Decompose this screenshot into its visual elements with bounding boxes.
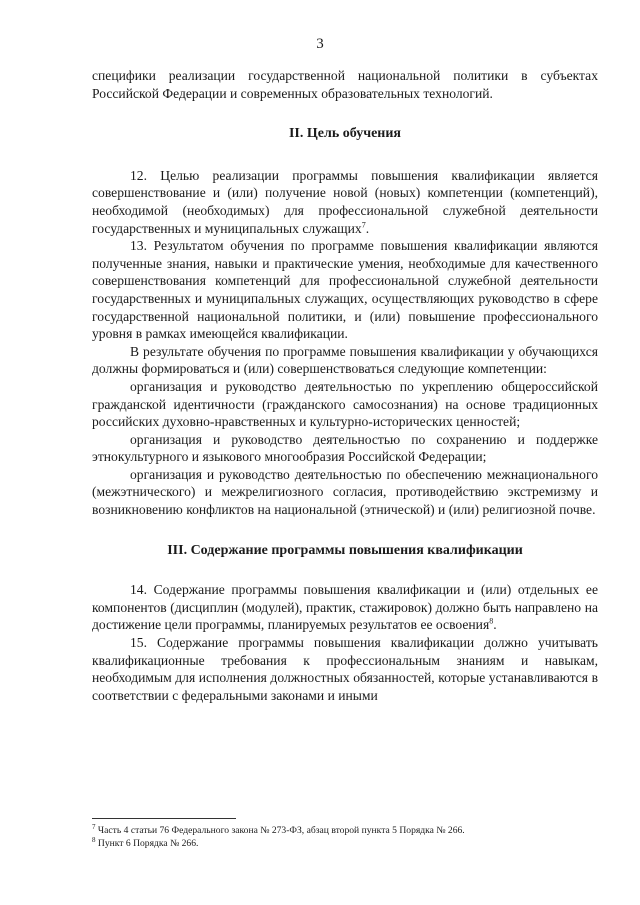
footnote-ref-8: 8 [489,616,494,626]
footnote-text: Пункт 6 Порядка № 266. [97,838,199,849]
footnote-text: Часть 4 статьи 76 Федерального закона № 273-ФЗ, абзац второй пункта 5 Порядка № 266. [97,825,465,836]
paragraph-15: 15. Содержание программы повышения квалификации должно учитывать квалификационные требования к профессиональным знаниям и навыкам, необходимым для исполнения должностных обязанностей, которые устанавливаются в соответствии с федеральными законами и иными [92,635,598,703]
section-heading-goal: II. Цель обучения [288,126,402,142]
competency-item: организация и руководство деятельностью по укреплению общероссийской гражданской идентичности (гражданского самосознания) на основе традиционных российских духовно-нравственных и культурно-исторических ценностей; [92,378,598,430]
section-heading-content: III. Содержание программы повышения квалификации [167,542,523,558]
footnote-divider [92,818,236,819]
paragraph-14-text: 14. Содержание программы повышения квалификации и (или) отдельных ее компонентов (дисциплин (модулей), практик, стажировок) должно быть направлено на достижение цели программы, планируемых результатов ее освоения [92,582,598,633]
page-number: 3 [316,36,324,52]
paragraph-12-end: . [365,220,370,236]
footnote-ref-7: 7 [361,220,366,230]
footnotes [92,824,598,850]
paragraph-result: В результате обучения по программе повышения квалификации у обучающихся должны формироваться и (или) совершенствоваться следующие компетенции: [92,343,598,377]
footnote-8 [92,837,598,850]
footnote-number: 8 [92,835,96,844]
footnote-number: 7 [92,822,96,831]
competency-item: организация и руководство деятельностью по обеспечению межнационального (межэтнического) и межрелигиозного согласия, противодействию экстремизму и возникновению конфликтов на национальной (этнической) и (или) религиозной почве. [92,466,598,518]
paragraph-12-text: 12. Целью реализации программы повышения квалификации является совершенствование и (или) получение новой (новых) компетенции (компетенций), необходимой (необходимых) для профессиональной служебной деятельности государственных и муниципальных служащих [92,167,598,236]
continuation-paragraph: специфики реализации государственной национальной политики в субъектах Российской Федерации и современных образовательных технологий. [92,68,598,101]
paragraph-14 [92,581,598,634]
paragraph-12 [92,167,598,237]
footnote-7 [92,824,598,837]
page-content [92,67,598,704]
competency-item: организация и руководство деятельностью по сохранению и поддержке этнокультурного и языкового многообразия Российской Федерации; [92,431,598,465]
paragraph-13: 13. Результатом обучения по программе повышения квалификации являются полученные знания, навыки и практические умения, необходимые для качественного совершенствования компетенций для профессиональной служебной деятельности государственных и муниципальных служащих, осуществляющих руководство в сфере государственной национальной политики, и (или) повышение профессионального уровня в рамках имеющейся квалификации. [92,238,598,342]
paragraph-14-end: . [493,617,497,633]
